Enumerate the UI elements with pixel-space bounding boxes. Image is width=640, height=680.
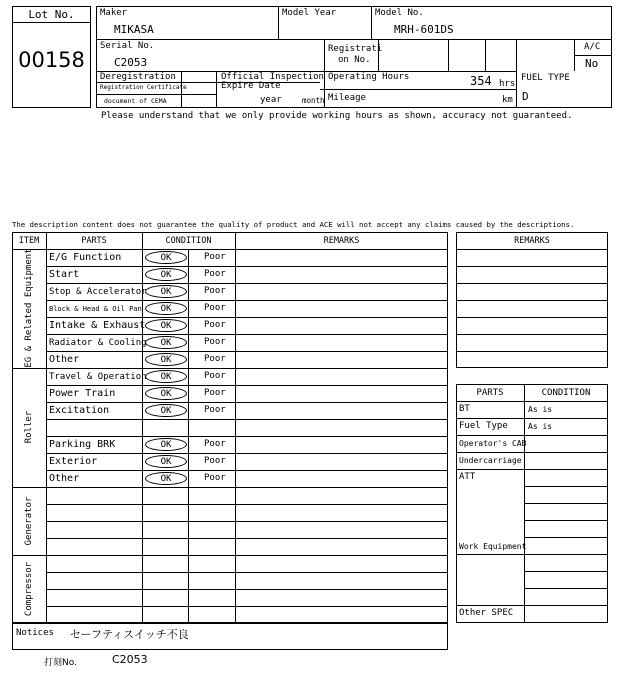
undercarriage-label: Undercarriage (459, 456, 522, 465)
part-eg-function: E/G Function (49, 252, 122, 263)
right-remarks-header: REMARKS (514, 236, 550, 246)
compressor-group-label: Compressor (24, 561, 34, 617)
remarks-header: REMARKS (323, 236, 360, 246)
operators-cab-label: Operator's CAB (459, 439, 527, 448)
part-block-head-oilpan: Block & Head & Oil Pan (49, 305, 142, 313)
ok-circled-mark: OK (145, 285, 187, 298)
poor-option: Poor (204, 354, 226, 364)
poor-option: Poor (204, 303, 226, 313)
fuel-type-label: FUEL TYPE (521, 73, 570, 83)
poor-option: Poor (204, 252, 226, 262)
part-exterior: Exterior (49, 456, 98, 467)
model-no-value: MRH-601DS (394, 23, 454, 36)
ok-circled-mark: OK (145, 319, 187, 332)
part-start: Start (49, 269, 80, 280)
stamp-label: 打刻No. (44, 658, 77, 668)
cema-label: document of CEMA (104, 97, 167, 105)
ok-circled-mark: OK (145, 455, 187, 468)
ac-label: A/C (584, 42, 601, 52)
disclaimer: The description content does not guarantee the quality of product and ACE will not accept any claims caused by the descriptions. (12, 220, 575, 229)
poor-option: Poor (204, 337, 226, 347)
poor-option: Poor (204, 473, 226, 483)
ac-value: No (585, 57, 599, 70)
serial-value: C2053 (114, 56, 148, 69)
part-intake-exhaust: Intake & Exhaust (49, 320, 146, 331)
part-roller-other: Other (49, 473, 80, 484)
poor-option: Poor (204, 405, 226, 415)
maker-label: Maker (100, 8, 128, 18)
accuracy-note: Please understand that we only provide working hours as shown, accuracy not guaranteed. (101, 111, 573, 121)
eg-group-label: EG & Related Equipment (24, 248, 34, 368)
part-travel-operation: Travel & Operation (49, 372, 147, 382)
part-stop-accelerator: Stop & Accelerator (49, 287, 147, 297)
condition-header: CONDITION (165, 236, 212, 246)
part-parking-brk: Parking BRK (49, 439, 116, 450)
fuel-type-part-label: Fuel Type (459, 421, 508, 431)
ok-circled-mark: OK (145, 438, 187, 451)
part-radiator-cooling: Radiator & Cooling (49, 338, 147, 348)
lot-label: Lot No. (28, 8, 75, 21)
mileage-label: Mileage (328, 93, 366, 103)
poor-option: Poor (204, 320, 226, 330)
ok-circled-mark: OK (145, 404, 187, 417)
poor-option: Poor (204, 388, 226, 398)
ok-circled-mark: OK (145, 251, 187, 264)
part-excitation: Excitation (49, 405, 110, 416)
poor-option: Poor (204, 456, 226, 466)
lot-number: 00158 (18, 48, 85, 72)
model-year-label: Model Year (282, 8, 337, 18)
bt-condition: As is (528, 405, 553, 414)
bt-label: BT (459, 404, 470, 414)
fuel-type-value: D (522, 90, 529, 103)
condition-col-header: CONDITION (541, 388, 591, 398)
ok-circled-mark: OK (145, 387, 187, 400)
year-label: year (260, 95, 282, 105)
deregistration-label: Deregistration (100, 72, 176, 82)
other-spec-label: Other SPEC (459, 608, 514, 618)
poor-option: Poor (204, 439, 226, 449)
maker-value: MIKASA (114, 23, 154, 36)
part-power-train: Power Train (49, 388, 116, 399)
ok-circled-mark: OK (145, 353, 187, 366)
ok-circled-mark: OK (145, 302, 187, 315)
item-header: ITEM (18, 236, 40, 246)
ok-circled-mark: OK (145, 370, 187, 383)
ok-circled-mark: OK (145, 472, 187, 485)
stamp-value: C2053 (112, 653, 148, 666)
ok-circled-mark: OK (145, 336, 187, 349)
notices-value: セーフティスイッチ不良 (70, 628, 189, 641)
generator-group-label: Generator (24, 496, 34, 546)
notices-label: Notices (16, 628, 54, 638)
operating-hours-label: Operating Hours (328, 72, 410, 82)
ok-circled-mark: OK (145, 268, 187, 281)
poor-option: Poor (204, 269, 226, 279)
fuel-type-condition: As is (528, 422, 553, 431)
att-label: ATT (459, 472, 476, 482)
reg-cert-label: Registration Certificate (100, 84, 187, 91)
roller-group-label: Roller (24, 410, 34, 444)
parts-col-header: PARTS (476, 388, 504, 398)
registration-label-1: Registrati (328, 44, 383, 54)
model-no-label: Model No. (375, 8, 424, 18)
poor-option: Poor (204, 286, 226, 296)
serial-label: Serial No. (100, 41, 155, 51)
parts-header: PARTS (81, 236, 107, 246)
operating-hours-value: 354 (470, 74, 492, 88)
km-unit: km (502, 95, 513, 105)
inspection-label-1: Official Inspection (221, 72, 324, 82)
registration-label-2: on No. (338, 55, 371, 65)
hrs-unit: hrs (499, 79, 516, 89)
part-eg-other: Other (49, 354, 80, 365)
work-equipment-label: Work Equipment (459, 542, 527, 551)
poor-option: Poor (204, 371, 226, 381)
month-label: month (302, 96, 325, 105)
inspection-label-2: Expire Date (221, 81, 281, 91)
